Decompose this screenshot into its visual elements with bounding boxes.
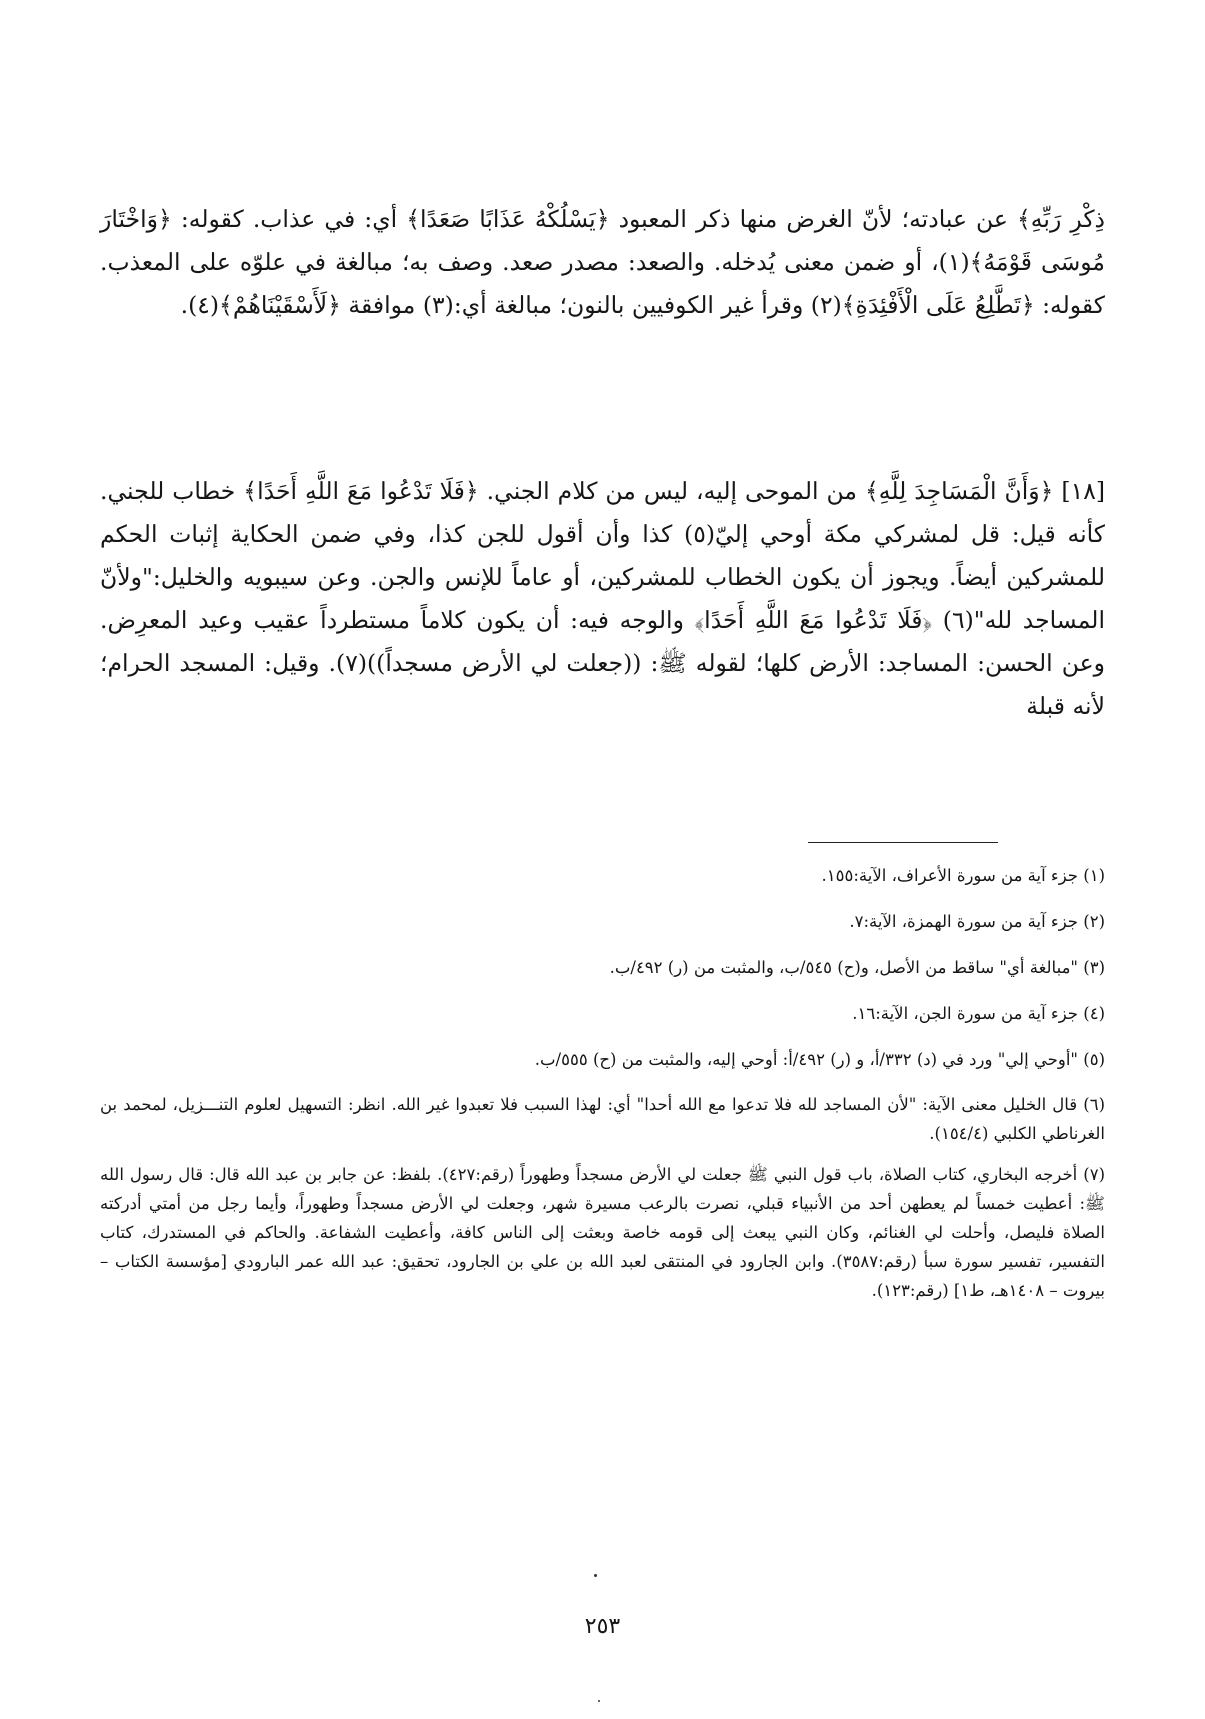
main-text-block-2 [100,470,1105,728]
footnotes-section [100,860,1105,1317]
scan-speck [598,1700,600,1702]
footnote: (٥) "أوحي إلي" ورد في (د) ٣٣٢/أ، و (ر) ٤٩٢/أ: أوحي إليه، والمثبت من (ح) ٥٥٥/ب. [534,1050,1105,1069]
footnote: (٢) جزء آية من سورة الهمزة، الآية:٧. [849,912,1105,931]
footnote: (٦) قال الخليل معنى الآية: "لأن المساجد لله فلا تدعوا مع الله أحدا" أي: لهذا السبب فلا تعبدوا غير الله. انظر: التسهيل لعلوم التنـــزيل، لمحمد بن الغرناطي الكلبي (١٥٤/٤). [100,1095,1105,1143]
body-paragraph: ذِكْرِ رَبِّهِ﴾ عن عبادته؛ لأنّ الغرض منها ذكر المعبود ﴿يَسْلُكْهُ عَذَابًا صَعَدًا﴾ أي: في عذاب. كقوله: ﴿وَاخْتَارَ مُوسَى قَوْمَهُ﴾(١)، أو ضمن معنى يُدخله. والصعد: مصدر صعد. وصف به؛ مبالغة في علوّه على المعذب. كقوله: ﴿تَطَّلِعُ عَلَى الْأَفْئِدَةِ﴾(٢) وقرأ غير الكوفيين بالنون؛ مبالغة أي:(٣) موافقة ﴿لَأَسْقَيْنَاهُمْ﴾(٤). [100,205,1105,319]
footnote: (٣) "مبالغة أي" ساقط من الأصل، و(ح) ٥٤٥/ب، والمثبت من (ر) ٤٩٢/ب. [609,958,1105,977]
page-number: ٢٥٣ [584,1614,621,1639]
footnote: (٤) جزء آية من سورة الجن، الآية:١٦. [852,1004,1105,1023]
main-text-block-1 [100,198,1105,327]
scan-speck [594,1574,597,1577]
body-paragraph: [١٨] ﴿وَأَنَّ الْمَسَاجِدَ لِلَّهِ﴾ من الموحى إليه، ليس من كلام الجني. ﴿فَلَا تَدْعُوا مَعَ اللَّهِ أَحَدًا﴾ خطاب للجني. كأنه قيل: قل لمشركي مكة أوحي إليّ(٥) كذا وأن أقول للجن كذا، وفي ضمن الحكاية إثبات الحكم للمشركين أيضاً. ويجوز أن يكون الخطاب للمشركين، أو عاماً للإنس والجن. وعن سيبويه والخليل:"ولأنّ المساجد لله"(٦) ﴿فَلَا تَدْعُوا مَعَ اللَّهِ أَحَدًا﴾ والوجه فيه: أن يكون كلاماً مستطرداً عقيب وعيد المعرِض. وعن الحسن: المساجد: الأرض كلها؛ لقوله ﷺ: ((جعلت لي الأرض مسجداً))(٧). وقيل: المسجد الحرام؛ لأنه قبلة [100,477,1105,720]
footnote: (٧) أخرجه البخاري، كتاب الصلاة، باب قول النبي ﷺ جعلت لي الأرض مسجداً وطهوراً (رقم:٤٢٧). بلفظ: عن جابر بن عبد الله قال: قال رسول الله ﷺ: أعطيت خمساً لم يعطهن أحد من الأنبياء قبلي، نصرت بالرعب مسيرة شهر، وجعلت لي الأرض مسجداً وطهوراً، وأيما رجل من أمتي أدركته الصلاة فليصل، وأحلت لي الغنائم، وكان النبي يبعث إلى قومه خاصة وبعثت إلى الناس كافة، وأعطيت الشفاعة. والحاكم في المستدرك، كتاب التفسير، تفسير سورة سبأ (رقم:٣٥٨٧). وابن الجارود في المنتقى لعبد الله بن علي بن الجارود، تحقيق: عبد الله عمر البارودي [مؤسسة الكتاب – بيروت – ١٤٠٨هـ، ط١] (رقم:١٢٣). [100,1165,1106,1300]
footnote: (١) جزء آية من سورة الأعراف، الآية:١٥٥. [821,866,1105,885]
footnote-separator [808,842,998,843]
